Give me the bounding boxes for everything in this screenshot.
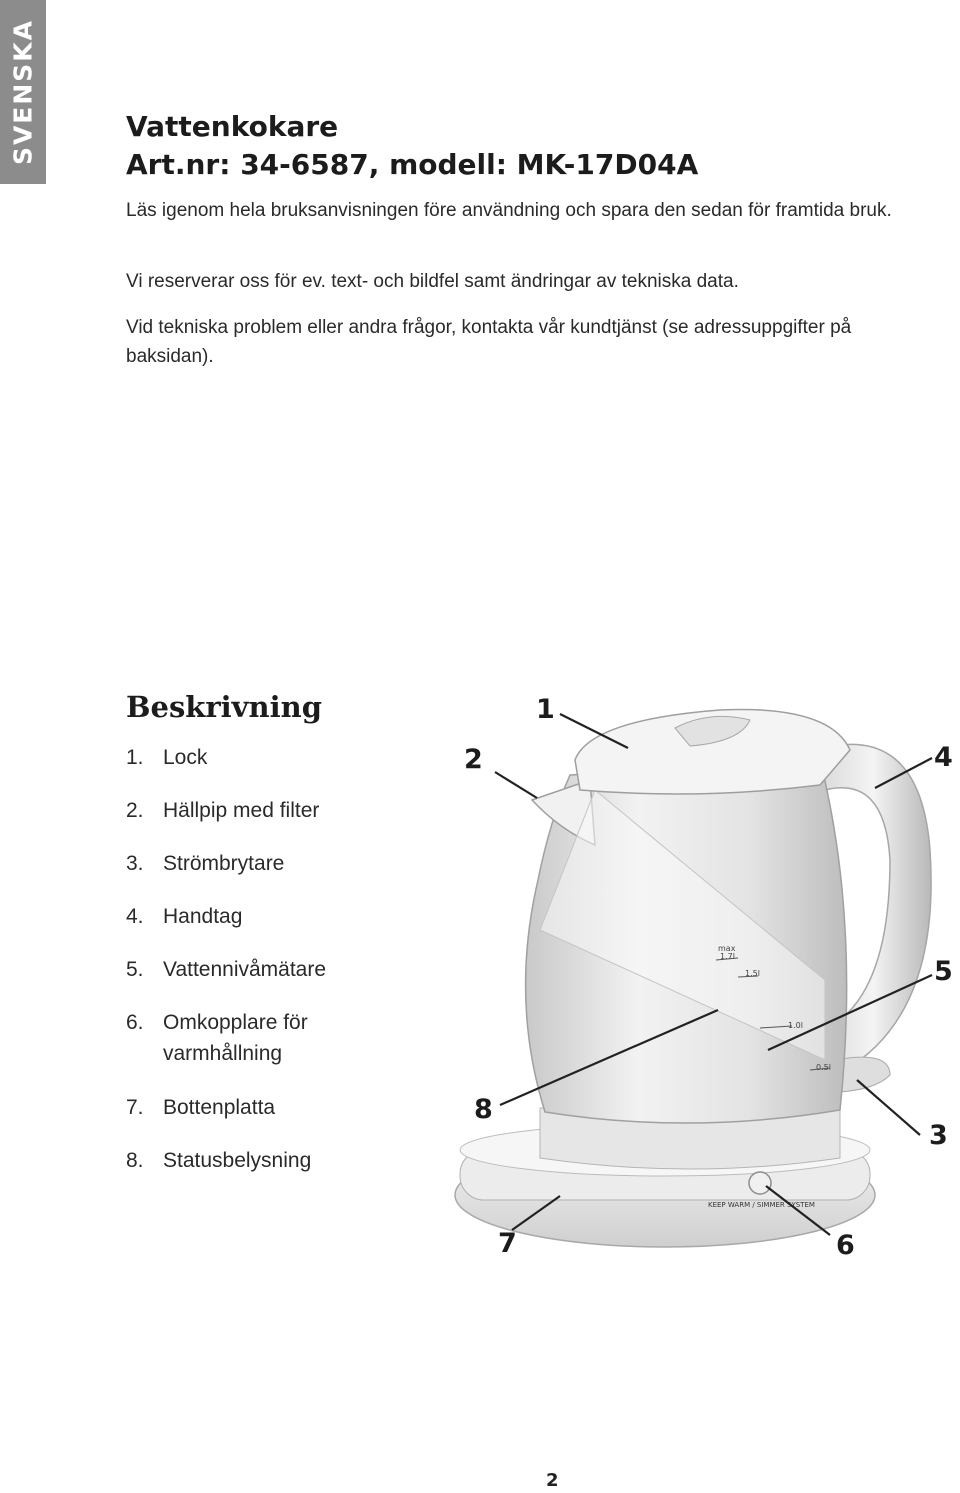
list-item-number: 4. [126,905,144,928]
callout-8: 8 [474,1094,493,1125]
list-item-number: 2. [126,799,144,822]
document-title [126,108,698,184]
callout-2: 2 [464,744,483,775]
list-item [126,1092,393,1145]
list-item-label: Statusbelysning [163,1149,312,1172]
intro-support: Vid tekniska problem eller andra frågor, kontakta vår kundtjänst (se adressuppgifter på baksidan). [126,317,852,367]
list-item-label: Lock [163,746,208,769]
description-heading: Beskrivning [126,690,322,724]
callout-6: 6 [836,1230,855,1261]
title-article-number: Art.nr: 34-6587, modell: MK-17D04A [126,148,699,181]
kettle-figure [420,680,960,1280]
list-item [126,742,393,795]
list-item-label: Strömbrytare [163,852,285,875]
scale-label-1-5: 1.5l [745,969,760,978]
scale-label-1-7: 1.7l [720,952,735,961]
list-item-number: 8. [126,1149,144,1172]
intro-read-manual: Läs igenom hela bruksanvisningen före användning och spara den sedan för framtida bruk. [126,200,892,221]
keep-warm-label: KEEP WARM / SIMMER SYSTEM [708,1201,815,1209]
callout-5: 5 [934,956,953,987]
callout-4: 4 [934,742,953,773]
language-tab [0,0,46,184]
list-item-label: Omkopplare för varmhållning [163,1011,308,1065]
list-item-number: 1. [126,746,144,769]
list-item-number: 5. [126,958,144,981]
page-number: 2 [546,1470,559,1491]
list-item [126,795,393,848]
list-item [126,1007,393,1092]
callout-line-2 [495,772,537,798]
kettle-illustration [420,680,960,1280]
list-item [126,901,393,954]
scale-label-max: max [718,944,736,953]
list-item-number: 6. [126,1011,144,1034]
callout-7: 7 [498,1228,517,1259]
callout-3: 3 [929,1120,948,1151]
list-item-label: Bottenplatta [163,1096,276,1119]
scale-label-0-5: 0.5l [816,1063,831,1072]
title-product-name: Vattenkokare [126,110,339,143]
callout-line-3 [857,1080,920,1135]
list-item-number: 7. [126,1096,144,1119]
list-item [126,848,393,901]
list-item [126,954,393,1007]
keep-warm-switch [749,1172,771,1194]
list-item-label: Vattennivåmätare [163,958,327,981]
list-item-label: Handtag [163,905,243,928]
scale-label-1-0: 1.0l [788,1021,803,1030]
callout-1: 1 [536,694,555,725]
list-item-label: Hällpip med filter [163,799,320,822]
language-tab-label: SVENSKA [8,18,38,166]
intro-disclaimer: Vi reserverar oss för ev. text- och bildfel samt ändringar av tekniska data. [126,271,739,292]
list-item [126,1145,393,1198]
parts-list [126,742,393,1198]
list-item-number: 3. [126,852,144,875]
